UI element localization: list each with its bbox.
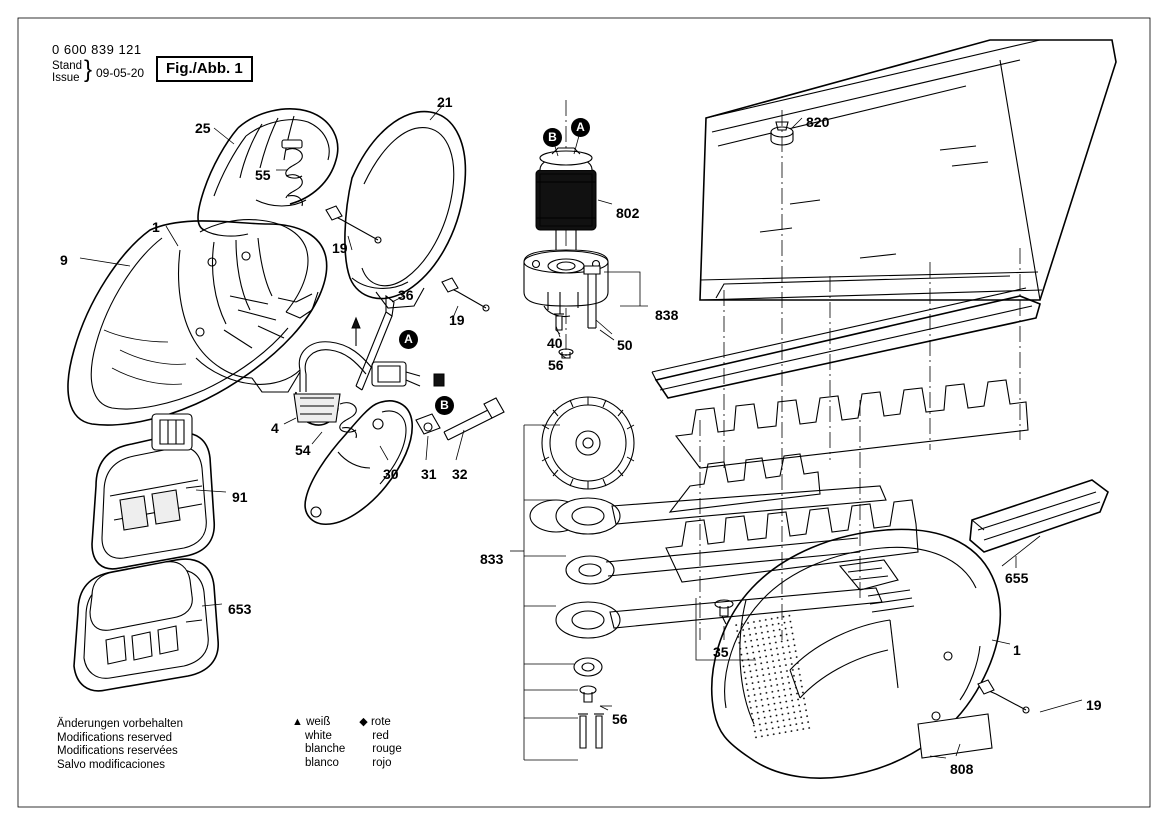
housing-left-half [68,109,338,425]
part-label-4: 4 [271,420,279,436]
part-label-31: 31 [421,466,437,482]
part-label-838: 838 [655,307,679,323]
stand-label: Stand [52,60,83,72]
legend-de-red: rote [370,716,391,728]
switch-wiring-assembly [294,296,444,438]
part-label-40: 40 [547,335,563,351]
legend-fr-red: rouge [372,743,402,755]
part-label-21: 21 [437,94,453,110]
footnote-line-en: Modifications reserved [57,731,173,744]
part-label-55: 55 [255,167,271,183]
part-label-653: 653 [228,601,252,617]
part-label-802: 802 [616,205,640,221]
part-21-guard [345,112,465,308]
part-label-25: 25 [195,120,211,136]
part-label-655: 655 [1005,570,1029,586]
legend-de-white: weiß [306,716,331,728]
brace-glyph: } [84,56,93,83]
part-653-charger [74,559,218,691]
part-label-30: 30 [383,466,399,482]
footnote-line-de: Änderungen vorbehalten [57,718,183,730]
color-legend [292,716,416,770]
callout-badge-b-3: B [435,396,454,415]
stand-issue-labels [52,60,82,84]
revision-date: 09-05-20 [96,66,145,80]
legend-en-white: white [305,729,332,742]
part-label-808: 808 [950,761,974,777]
part-label-35: 35 [713,644,729,660]
part-label-54: 54 [295,442,311,458]
part-label-9: 9 [60,252,68,268]
part-label-19a: 19 [332,240,348,256]
callout-badge-b-0: B [543,128,562,147]
part-label-56a: 56 [548,357,564,373]
footnote-line-fr: Modifications reservées [57,745,178,757]
legend-es-red: rojo [372,756,392,769]
part-number-header: 0 600 839 121 [52,42,142,57]
part-label-833: 833 [480,551,504,567]
footnote-line-es: Salvo modificaciones [57,758,166,771]
callout-badge-a-1: A [571,118,590,137]
modifications-footnote [57,718,183,772]
part-label-50: 50 [617,337,633,353]
part-label-1a: 1 [152,219,160,235]
diamond-marker-icon: ◆ [359,716,368,728]
part-label-56b: 56 [612,711,628,727]
housing-right-half [712,529,1029,778]
figure-label-box: Fig./Abb. 1 [156,56,253,82]
legend-en-red: red [372,729,389,742]
gear-and-blades-833 [510,397,886,760]
upper-cover-820 [700,40,1116,640]
motor-assembly-802 [524,100,612,360]
part-label-91: 91 [232,489,248,505]
legend-fr-white: blanche [305,743,346,755]
guide-rail [652,288,1040,398]
callout-badge-a-2: A [399,330,418,349]
issue-label: Issue [52,72,80,84]
part-label-19b: 19 [449,312,465,328]
part-91-battery [92,414,214,569]
part-label-19c: 19 [1086,697,1102,713]
triangle-marker-icon: ▲ [292,716,303,728]
part-label-820: 820 [806,114,830,130]
part-label-36: 36 [398,287,414,303]
part-label-32: 32 [452,466,468,482]
part-label-1b: 1 [1013,642,1021,658]
part-655-rail [970,480,1108,568]
legend-es-white: blanco [305,756,339,769]
